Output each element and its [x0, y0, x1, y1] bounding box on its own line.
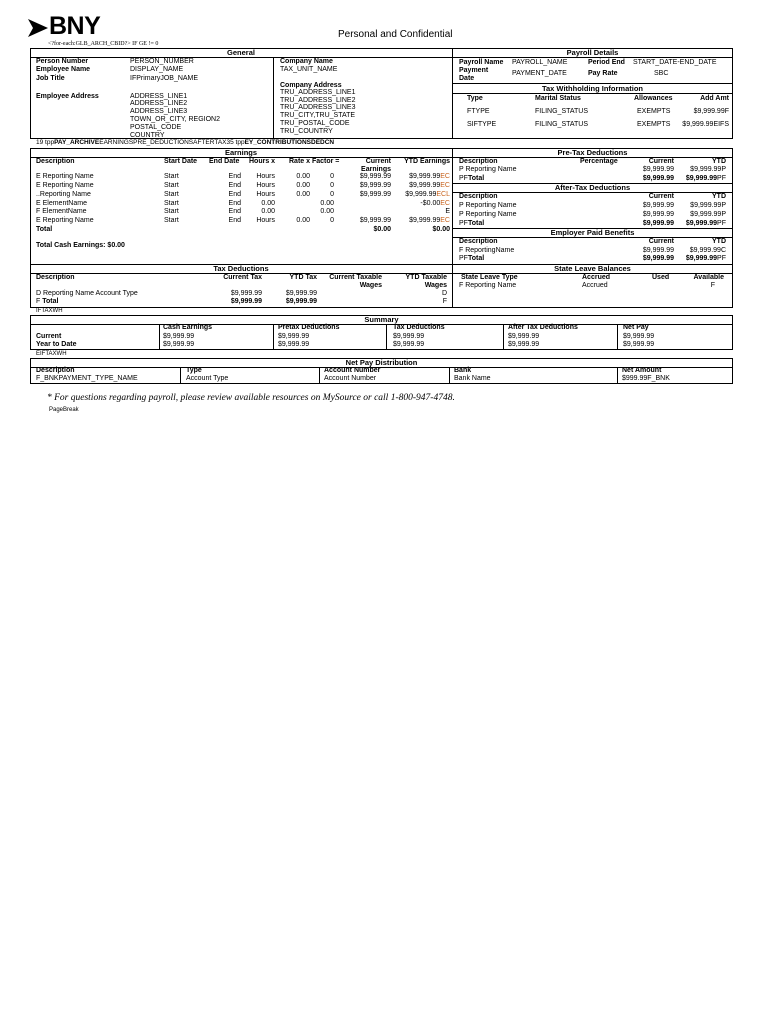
ytd-value: -$0.00: [420, 200, 441, 207]
ytd-value: $9,999.99: [685, 175, 718, 182]
earnings-row-factor: 0: [330, 182, 334, 189]
employee-name-value: DISPLAY_NAME: [130, 66, 184, 73]
employer-total-ytd: [670, 255, 726, 263]
netpay-col: Bank: [454, 367, 472, 374]
ytd-tag: ECL: [436, 191, 450, 198]
earnings-row-ytd: [385, 208, 450, 216]
pretax-col-pct: Percentage: [580, 158, 618, 165]
aftertax-col-ytd: YTD: [712, 193, 726, 200]
bny-logo: [28, 12, 128, 40]
summary-col: Pretax Deductions: [278, 324, 340, 331]
earn-col-current: Current: [365, 158, 391, 165]
pretax-total-current: $9,999.99: [642, 175, 674, 182]
taxded-total-ytd: $9,999.99: [285, 298, 317, 305]
address-line: COUNTRY: [130, 132, 165, 139]
earnings-row-hours: Hours: [256, 191, 275, 198]
twi-cell: FILING_STATUS: [535, 108, 589, 115]
employee-address-label: Employee Address: [36, 93, 99, 100]
earnings-row-current: $9,999.99: [359, 173, 391, 180]
pretax-total-label: [459, 175, 484, 183]
netpay-cell: F_BNKPAYMENT_TYPE_NAME: [36, 375, 138, 382]
aftertax-col-current: Current: [648, 193, 674, 200]
aftertax-heading: After-Tax Deductions: [554, 183, 631, 192]
summary-row-label: Current: [36, 333, 62, 340]
company-name-label: Company Name: [280, 58, 333, 65]
taxded-wages: Wages: [424, 282, 447, 289]
company-address-line: TRU_CITY,TRU_STATE: [280, 112, 356, 119]
company-address-line: TRU_ADDRESS_LINE1: [280, 89, 356, 96]
earn-col-ytd: YTD Earnings: [404, 158, 450, 165]
total-label: Total: [467, 220, 485, 227]
earnings-row-ytd: [385, 182, 450, 190]
page-title: Personal and Confidential: [338, 29, 453, 40]
ytd-value: $9,999.99: [685, 255, 718, 262]
netpay-col: Account Number: [324, 367, 381, 374]
summary-cell: $9,999.99: [393, 333, 425, 340]
general-heading: General: [227, 48, 255, 57]
ytd-value: E: [445, 208, 450, 215]
earnings-row-end: End: [228, 173, 241, 180]
taxded-total-label: [36, 298, 58, 306]
summary-cell: $9,999.99: [508, 333, 540, 340]
period-end-label: Period End: [588, 59, 625, 66]
earn-col-hours: Hours x: [249, 158, 276, 165]
taxded-total-tag: F: [442, 298, 447, 305]
earnings-row-start: Start: [164, 200, 179, 207]
foreach-tag: <?for-each:GLB_ARCH_CBID?> IF GE != 0: [48, 41, 159, 47]
earn-col-desc: Description: [36, 158, 75, 165]
archive-tag-line: [36, 139, 334, 147]
earn-col-start: Start Date: [164, 158, 198, 165]
ytd-value: $9,999.99: [409, 173, 441, 180]
earnings-row-start: Start: [164, 217, 179, 224]
employer-col-current: Current: [648, 238, 674, 245]
taxded-row-tag: D: [441, 290, 447, 297]
ytd-value: $9,999.99: [689, 247, 721, 254]
pay-rate-value: SBC: [654, 70, 669, 77]
earnings-total-label: Total: [36, 226, 53, 233]
total-label: Total: [467, 175, 485, 182]
earnings-total-ytd: $0.00: [432, 226, 450, 233]
earnings-row-end: End: [228, 200, 241, 207]
leave-row-accrued: Accrued: [582, 282, 608, 289]
earnings-row-rate: 0.00: [296, 217, 310, 224]
address-line: ADDRESS_LINE1: [130, 93, 188, 100]
ytd-value: $9,999.99: [409, 182, 441, 189]
ytd-value: $9,999.99: [409, 217, 441, 224]
person-number-value: PERSON_NUMBER: [130, 58, 194, 65]
twi-cell: SIFTYPE: [467, 121, 497, 128]
earnings-row-ytd: [385, 191, 450, 199]
tax-withholding-heading: Tax Withholding Information: [541, 84, 644, 93]
company-address-line: TRU_ADDRESS_LINE3: [280, 104, 356, 111]
earnings-row-start: Start: [164, 191, 179, 198]
ytd-value: $9,999.99: [685, 220, 718, 227]
earnings-row-factor: 0: [330, 191, 334, 198]
summary-cell: $9,999.99: [278, 341, 310, 348]
earnings-row-start: Start: [164, 173, 179, 180]
pretax-total-ytd: [670, 175, 726, 183]
aftertax-row-desc: P Reporting Name: [459, 202, 517, 209]
job-title-label: Job Title: [36, 75, 65, 82]
payroll-questions-note: * For questions regarding payroll, please review available resources on MySource or call 1-800-947-4748.: [47, 393, 455, 403]
leave-col-used: Used: [652, 274, 670, 281]
pretax-row-ytd: [670, 166, 726, 174]
employer-total-current: $9,999.99: [642, 255, 674, 262]
earn-col-rate: Rate x Factor =: [289, 158, 340, 165]
netpay-cell: $999.99F_BNK: [622, 375, 670, 382]
twi-cell: $9,999.99EIFS: [682, 121, 729, 128]
total-label: Total: [42, 298, 59, 305]
summary-cell: $9,999.99: [393, 341, 425, 348]
tag-pay-archive: PAY_ARCHIVE: [54, 139, 100, 146]
employer-col-desc: Description: [459, 238, 498, 245]
pf-tag: PF: [459, 220, 468, 227]
pretax-col-desc: Description: [459, 158, 498, 165]
earnings-row-desc: F ElementName: [36, 208, 87, 215]
earnings-row-start: Start: [164, 182, 179, 189]
period-end-value: START_DATE-END_DATE: [633, 59, 717, 66]
leave-row-desc: F Reporting Name: [459, 282, 517, 289]
pf-tag: PF: [459, 255, 468, 262]
taxded-col-current: Current Tax: [223, 274, 262, 281]
summary-cell: $9,999.99: [278, 333, 310, 340]
employer-total-label: [459, 255, 484, 263]
payment-date-value: PAYMENT_DATE: [512, 70, 567, 77]
ytd-tag: C: [720, 247, 726, 254]
earnings-row-end: End: [228, 191, 241, 198]
aftertax-col-desc: Description: [459, 193, 498, 200]
aftertax-row-desc: P Reporting Name: [459, 211, 517, 218]
eiftaxwh-tag: EIFTAXWH: [36, 351, 67, 357]
earnings-row-hours: Hours: [256, 182, 275, 189]
twi-cell: FTYPE: [467, 108, 490, 115]
earnings-row-end: End: [228, 182, 241, 189]
earnings-row-ytd: [385, 200, 450, 208]
company-address-line: TRU_POSTAL_CODE: [280, 120, 350, 127]
aftertax-total-label: [459, 220, 484, 228]
earnings-row-ytd: [385, 173, 450, 181]
payroll-name-value: PAYROLL_NAME: [512, 59, 568, 66]
netpay-cell: Account Number: [324, 375, 377, 382]
employer-col-ytd: YTD: [712, 238, 726, 245]
person-number-label: Person Number: [36, 58, 89, 65]
payment-date-label: Payment: [459, 67, 489, 74]
employer-row-desc: F ReportingName: [459, 247, 515, 254]
earnings-row-hours: Hours: [256, 217, 275, 224]
twi-col-addamt: Add Amt: [700, 95, 729, 102]
address-line: POSTAL_CODE: [130, 124, 182, 131]
ytd-value: $9,999.99: [690, 211, 722, 218]
pretax-col-current: Current: [648, 158, 674, 165]
taxded-row-ytd: $9,999.99: [285, 290, 317, 297]
payroll-details-heading: Payroll Details: [566, 48, 619, 57]
twi-col-marital: Marital Status: [535, 95, 581, 102]
ytd-value: $9,999.99: [405, 191, 437, 198]
summary-cell: $9,999.99: [163, 341, 195, 348]
employee-name-label: Employee Name: [36, 66, 91, 73]
employer-row-ytd: [670, 247, 726, 255]
twi-col-type: Type: [467, 95, 483, 102]
aftertax-total-current: $9,999.99: [642, 220, 674, 227]
earnings-row-factor: 0.00: [320, 208, 334, 215]
netpay-col: Type: [186, 367, 202, 374]
earnings-row-current: $9,999.99: [359, 191, 391, 198]
netpay-col: Net Amount: [622, 367, 662, 374]
leave-col-type: State Leave Type: [461, 274, 518, 281]
netpay-cell: Bank Name: [454, 375, 491, 382]
logo-arrow-icon: [28, 17, 48, 39]
twi-cell: EXEMPTS: [637, 108, 671, 115]
summary-cell: $9,999.99: [623, 333, 655, 340]
company-address-line: TRU_ADDRESS_LINE2: [280, 97, 356, 104]
earnings-total-current: $0.00: [373, 226, 391, 233]
netpay-col: Description: [36, 367, 75, 374]
taxded-col-desc: Description: [36, 274, 75, 281]
total-label: Total: [467, 255, 485, 262]
earnings-row-end: End: [228, 217, 241, 224]
earnings-row-current: $9,999.99: [359, 217, 391, 224]
summary-col: Cash Earnings: [163, 324, 213, 331]
aftertax-total-ytd: [670, 220, 726, 228]
earnings-heading: Earnings: [224, 148, 258, 157]
earnings-row-hours: Hours: [256, 173, 275, 180]
earn-col-current-2: Earnings: [361, 166, 391, 173]
earnings-row-rate: 0.00: [296, 191, 310, 198]
netpay-cell: Account Type: [186, 375, 229, 382]
leave-col-accrued: Accrued: [582, 274, 611, 281]
payroll-name-label: Payroll Name: [459, 59, 504, 66]
total-cash-earnings: Total Cash Earnings: $0.00: [36, 242, 125, 249]
address-line: ADDRESS_LINE2: [130, 100, 188, 107]
ytd-tag: EC: [440, 173, 450, 180]
taxded-row-desc: D Reporting Name Account Type: [36, 290, 138, 297]
address-line: ADDRESS_LINE3: [130, 108, 188, 115]
ytd-tag: EC: [440, 200, 450, 207]
ytd-tag: PF: [717, 255, 726, 262]
earnings-row-desc: E Reporting Name: [36, 173, 94, 180]
taxded-col-current-taxable: Current Taxable: [329, 274, 382, 281]
payment-date-label: Date: [459, 75, 475, 82]
summary-heading: Summary: [364, 315, 399, 324]
f-tag: F: [36, 298, 41, 305]
aftertax-row-ytd: [670, 211, 726, 219]
tag-ey-contributions: EY_CONTRIBUTIONSDEDCN: [244, 139, 335, 146]
earnings-row-current: $9,999.99: [359, 182, 391, 189]
earnings-row-factor: 0: [330, 173, 334, 180]
twi-cell: $9,999.99F: [693, 108, 729, 115]
summary-cell: $9,999.99: [623, 341, 655, 348]
taxded-total-current: $9,999.99: [230, 298, 262, 305]
earnings-row-factor: 0: [330, 217, 334, 224]
leave-row-tag: F: [710, 282, 715, 289]
logo-text: BNY: [49, 12, 101, 40]
earnings-row-hours: 0.00: [261, 200, 275, 207]
leave-col-available: Available: [693, 274, 724, 281]
taxded-row-current: $9,999.99: [230, 290, 262, 297]
earnings-row-desc: E ElementName: [36, 200, 87, 207]
ytd-tag: EC: [440, 182, 450, 189]
tag-pre: 19 tpp: [36, 139, 55, 146]
earnings-row-ytd: [385, 217, 450, 225]
ytd-value: $9,999.99: [690, 166, 722, 173]
ytd-tag: PF: [717, 220, 726, 227]
company-address-line: TRU_COUNTRY: [280, 128, 333, 135]
summary-cell: $9,999.99: [508, 341, 540, 348]
pretax-row-desc: P Reporting Name: [459, 166, 517, 173]
summary-row-label: Year to Date: [36, 341, 77, 348]
aftertax-row-current: $9,999.99: [642, 202, 674, 209]
state-leave-heading: State Leave Balances: [554, 264, 631, 273]
summary-col: Net Pay: [623, 324, 649, 331]
pretax-heading: Pre-Tax Deductions: [557, 148, 628, 157]
earnings-row-factor: 0.00: [320, 200, 334, 207]
address-line: TOWN_OR_CITY, REGION2: [130, 116, 220, 123]
taxded-col-ytd-taxable: YTD Taxable: [405, 274, 447, 281]
ytd-tag: EC: [440, 217, 450, 224]
aftertax-row-ytd: [670, 202, 726, 210]
earnings-row-hours: 0.00: [261, 208, 275, 215]
company-name-value: TAX_UNIT_NAME: [280, 66, 338, 73]
ytd-tag: P: [721, 166, 726, 173]
ytd-tag: P: [721, 202, 726, 209]
earnings-row-start: Start: [164, 208, 179, 215]
twi-cell: FILING_STATUS: [535, 121, 589, 128]
tag-mid: EARNINGSPRE_DEDUCTIONSAFTERTAX35 tpp: [99, 139, 245, 146]
ytd-tag: P: [721, 211, 726, 218]
net-pay-heading: Net Pay Distribution: [345, 358, 418, 367]
twi-col-allowances: Allowances: [634, 95, 673, 102]
aftertax-row-current: $9,999.99: [642, 211, 674, 218]
earnings-row-rate: 0.00: [296, 173, 310, 180]
earnings-row-desc: E Reporting Name: [36, 217, 94, 224]
employer-heading: Employer Paid Benefits: [550, 228, 635, 237]
job-title-value: IFPrimaryJOB_NAME: [130, 75, 199, 82]
earnings-row-rate: 0.00: [296, 182, 310, 189]
taxded-col-ytd: YTD Tax: [289, 274, 317, 281]
earnings-row-desc: ..Reporting Name: [36, 191, 91, 198]
page-break-tag: PageBreak: [49, 407, 79, 413]
summary-cell: $9,999.99: [163, 333, 195, 340]
earnings-row-desc: E Reporting Name: [36, 182, 94, 189]
earnings-row-end: End: [228, 208, 241, 215]
pay-rate-label: Pay Rate: [588, 70, 618, 77]
twi-cell: EXEMPTS: [637, 121, 671, 128]
summary-col: Tax Deductions: [393, 324, 445, 331]
summary-col: After Tax Deductions: [508, 324, 578, 331]
pf-tag: PF: [459, 175, 468, 182]
ytd-tag: PF: [717, 175, 726, 182]
iftaxwh-tag: IFTAXWH: [36, 308, 63, 314]
pretax-col-ytd: YTD: [712, 158, 726, 165]
ytd-value: $9,999.99: [690, 202, 722, 209]
employer-row-current: $9,999.99: [642, 247, 674, 254]
pretax-row-current: $9,999.99: [642, 166, 674, 173]
tax-deductions-heading: Tax Deductions: [213, 264, 269, 273]
taxded-wages: Wages: [359, 282, 382, 289]
earn-col-end: End Date: [209, 158, 240, 165]
company-address-label: Company Address: [280, 82, 342, 89]
